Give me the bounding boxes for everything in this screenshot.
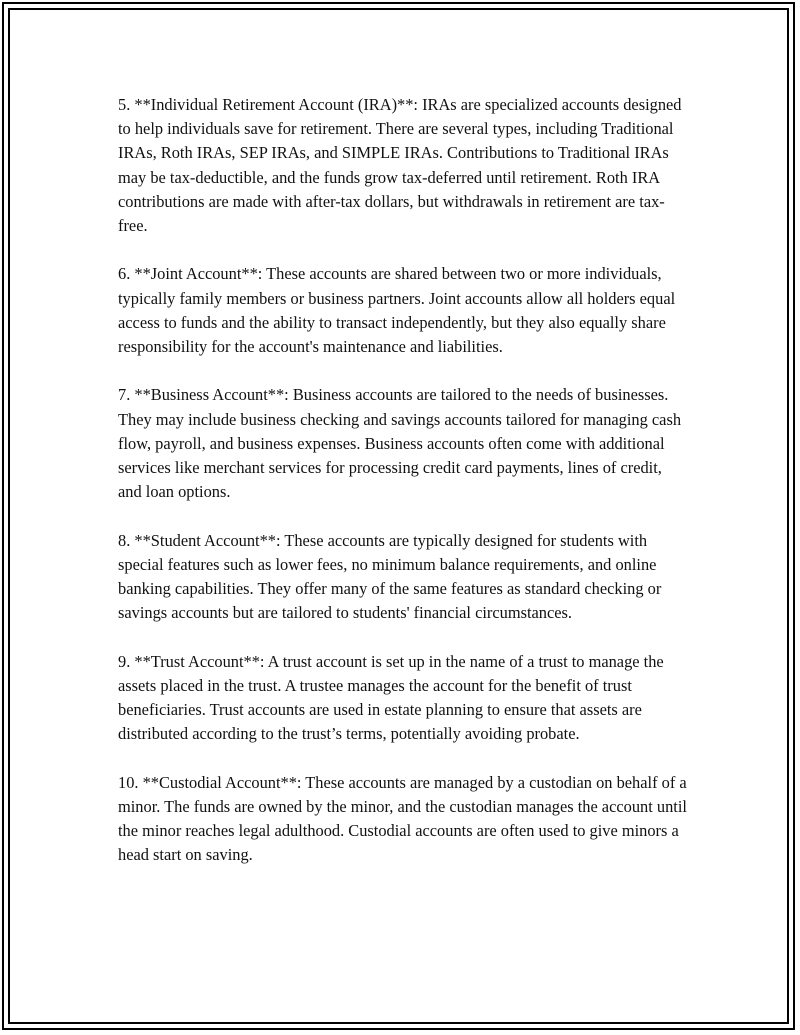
paragraph-trust-account: 9. **Trust Account**: A trust account is set up in the name of a trust to manage the assets placed in the trust. A trustee manages the account for the benefit of trust beneficiaries. Trust accounts are used in estate planning to ensure that assets are distributed according to the trust’s terms, potentially avoiding probate. bbox=[118, 651, 664, 744]
paragraph-business-account: 7. **Business Account**: Business accounts are tailored to the needs of businesses. They may include business checking and savings accounts tailored for managing cash flow, payroll, and business expenses. Business accounts often come with additional services like merchant services for processing credit card payments, lines of credit, and loan options. bbox=[118, 385, 682, 502]
paragraph-ira: 5. **Individual Retirement Account (IRA)**: IRAs are specialized accounts designed to help individuals save for retirement. There are several types, including Traditional IRAs, Roth IRAs, SEP IRAs, and SIMPLE IRAs. Contributions to Traditional IRAs may be tax-deductible, and the funds grow tax-deferred until retirement. Roth IRA contributions are made with after-tax dollars, but withdrawals in retirement are tax-free. bbox=[118, 95, 682, 236]
document-body bbox=[118, 93, 688, 892]
paragraph-custodial-account: 10. **Custodial Account**: These accounts are managed by a custodian on behalf of a minor. The funds are owned by the minor, and the custodian manages the account until the minor reaches legal adulthood. Custodial accounts are often used to give minors a head start on saving. bbox=[118, 772, 687, 865]
paragraph-joint-account: 6. **Joint Account**: These accounts are shared between two or more individuals, typically family members or business partners. Joint accounts allow all holders equal access to funds and the ability to transact independently, but they also equally share responsibility for the account's maintenance and liabilities. bbox=[118, 264, 676, 357]
paragraph-student-account: 8. **Student Account**: These accounts are typically designed for students with special features such as lower fees, no minimum balance requirements, and online banking capabilities. They offer many of the same features as standard checking or savings accounts but are tailored to students' financial circumstances. bbox=[118, 530, 662, 623]
